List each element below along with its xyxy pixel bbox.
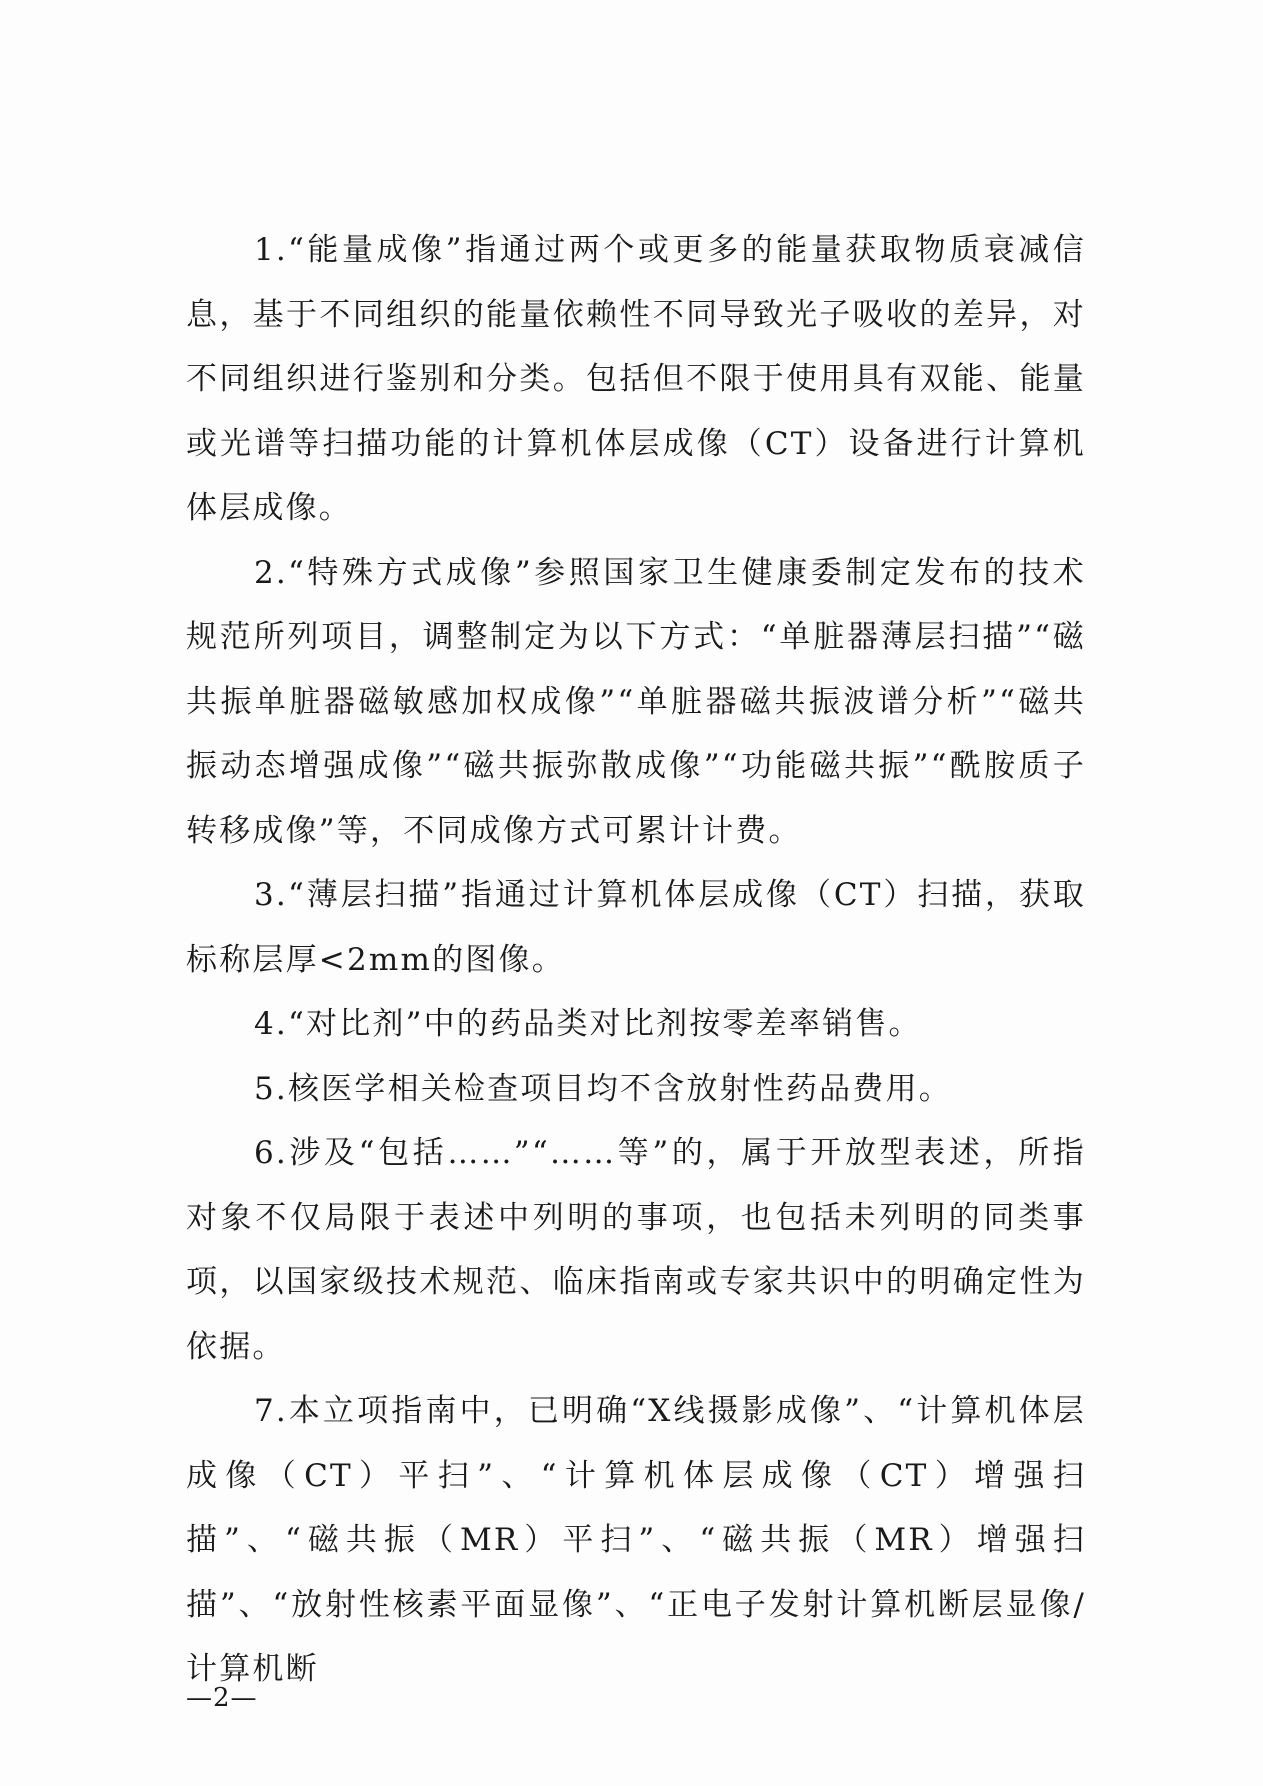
page-number: —2— <box>186 1683 258 1713</box>
paragraph-6: 6.涉及“包括……”“……等”的，属于开放型表述，所指对象不仅局限于表述中列明的事项，也包括未列明的同类事项，以国家级技术规范、临床指南或专家共识中的明确定性为依据。 <box>186 1135 1086 1365</box>
document-body <box>186 218 1086 1702</box>
paragraph-2: 2.“特殊方式成像”参照国家卫生健康委制定发布的技术规范所列项目，调整制定为以下方式：“单脏器薄层扫描”“磁共振单脏器磁敏感加权成像”“单脏器磁共振波谱分析”“磁共振动态增强成像”“磁共振弥散成像”“功能磁共振”“酰胺质子转移成像”等，不同成像方式可累计计费。 <box>186 554 1086 849</box>
paragraph-7: 7.本立项指南中，已明确“X线摄影成像”、“计算机体层成像（CT）平扫”、“计算机体层成像（CT）增强扫描”、“磁共振（MR）平扫”、“磁共振（MR）增强扫描”、“放射性核素平面显像”、“正电子发射计算机断层显像/计算机断 <box>186 1393 1086 1687</box>
paragraph-5: 5.核医学相关检查项目均不含放射性药品费用。 <box>254 1070 952 1107</box>
paragraph-1: 1.“能量成像”指通过两个或更多的能量获取物质衰减信息，基于不同组织的能量依赖性不同导致光子吸收的差异，对不同组织进行鉴别和分类。包括但不限于使用具有双能、能量或光谱等扫描功能的计算机体层成像（CT）设备进行计算机体层成像。 <box>186 232 1086 526</box>
paragraph-3: 3.“薄层扫描”指通过计算机体层成像（CT）扫描，获取标称层厚<2mm的图像。 <box>186 877 1086 978</box>
paragraph-4: 4.“对比剂”中的药品类对比剂按零差率销售。 <box>254 1006 922 1042</box>
